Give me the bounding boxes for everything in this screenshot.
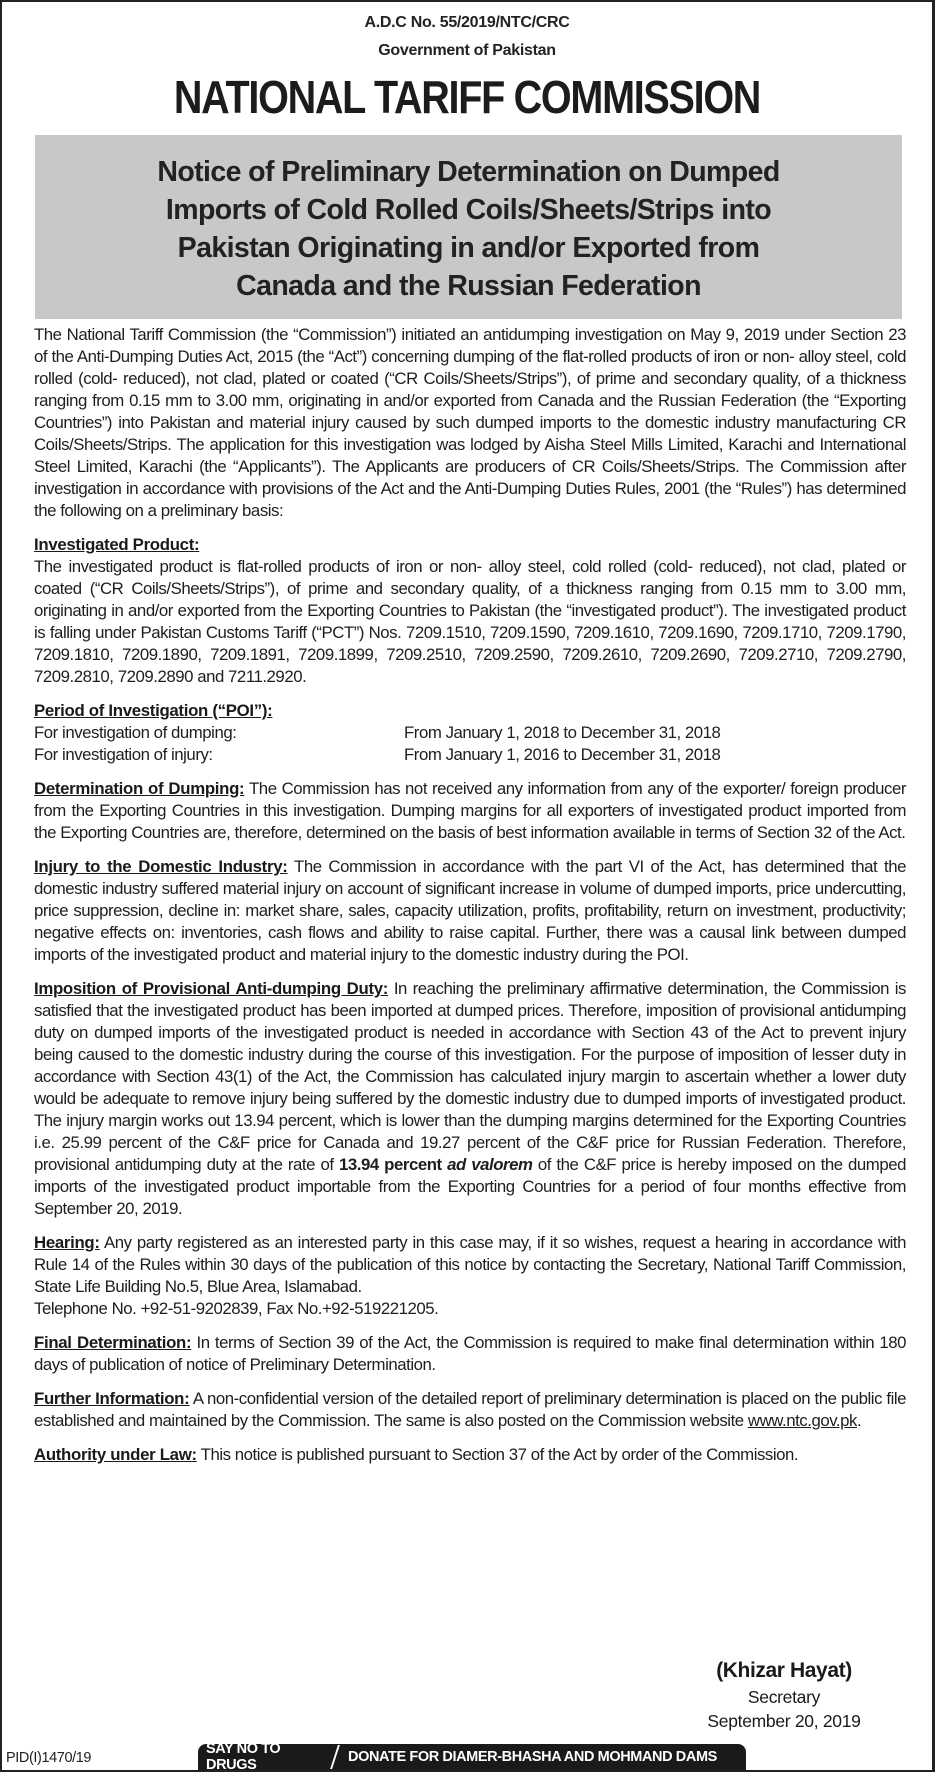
public-message-banner xyxy=(198,1741,746,1772)
section-further-information xyxy=(34,1388,906,1432)
duty-rate: 13.94 percent xyxy=(339,1155,448,1174)
signatory-name: (Khizar Hayat) xyxy=(716,1659,852,1682)
section-paragraph xyxy=(34,1444,906,1466)
notice-title-line: Canada and the Russian Federation xyxy=(236,270,701,302)
section-heading: Determination of Dumping: xyxy=(34,779,245,798)
intro-paragraph: The National Tariff Commission (the “Commission”) initiated an antidumping investigation on May 9, 2019 under Section 23 of the Anti-Dumping Duties Act, 2015 (the “Act”) concerning dumping of the flat-rolled products of iron or non- alloy steel, cold rolled (cold- reduced), not clad, plated or coated (“CR Coils/Sheets/Strips”), of prime and secondary quality, of a thickness ranging from 0.15 mm to 3.00 mm, originating in and/or exported from Canada and the Russian Federation (the “Exporting Countries”) into Pakistan and material injury caused by such dumped imports to the domestic industry manufacturing CR Coils/Sheets/Strips. The application for this investigation was lodged by Aisha Steel Mills Limited, Karachi and International Steel Limited, Karachi (the “Applicants”). The Applicants are producers of CR Coils/Sheets/Strips. The Commission after investigation in accordance with provisions of the Act and the Anti-Dumping Duties Rules, 2001 (the “Rules”) has determined the following on a preliminary basis: xyxy=(34,325,906,520)
section-investigated-product xyxy=(34,534,906,688)
section-provisional-duty xyxy=(34,978,906,1220)
reference-number: A.D.C No. 55/2019/NTC/CRC xyxy=(364,14,570,31)
government-label: Government of Pakistan xyxy=(378,42,556,59)
banner-message: SAY NO TO DRUGS xyxy=(206,1741,281,1772)
section-heading: Hearing: xyxy=(34,1233,100,1252)
ad-valorem-label: ad valorem xyxy=(447,1155,533,1174)
poi-row-injury xyxy=(34,744,906,766)
section-text: The Commission has not received any information from any of the exporter/ foreign producer from the Exporting Countries in this investigation. Dumping margins for all exporters of investigated product imported from the Exporting Countries are, therefore, determined on the basis of best information available in terms of Section 32 of the Act. xyxy=(34,779,906,842)
section-injury xyxy=(34,856,906,966)
section-authority xyxy=(34,1444,906,1466)
signatory-role: Secretary xyxy=(747,1687,821,1707)
pid-number: PID(I)1470/19 xyxy=(6,1750,92,1766)
poi-row-dumping xyxy=(34,722,906,744)
notice-body xyxy=(34,324,906,1466)
section-paragraph xyxy=(34,978,906,1220)
section-determination-of-dumping xyxy=(34,778,906,844)
organization-title: NATIONAL TARIFF COMMISSION xyxy=(173,71,761,123)
section-text: The Commission in accordance with the part VI of the Act, has determined that the domestic industry suffered material injury on account of significant increase in volume of dumped imports, price undercutting, price suppression, decline in: market share, sales, capacity utilization, profits, profitability, return on investment, productivity; negative effects on: inventories, cash flows and ability to raise capital. Further, there was a causal link between dumped imports of the investigated product and material injury to the domestic industry during the POI. xyxy=(34,857,906,964)
section-heading: Further Information: xyxy=(34,1389,190,1408)
notice-title-line: Imports of Cold Rolled Coils/Sheets/Strips into xyxy=(165,194,772,226)
section-paragraph xyxy=(34,778,906,844)
section-paragraph xyxy=(34,1232,906,1298)
section-text: In terms of Section 39 of the Act, the Commission is required to make final determination within 180 days of publication of notice of Preliminary Determination. xyxy=(34,1333,907,1374)
poi-value: From January 1, 2018 to December 31, 2018 xyxy=(404,723,721,742)
section-hearing xyxy=(34,1232,906,1320)
section-heading: Final Determination: xyxy=(34,1333,192,1352)
banner-message: DONATE FOR DIAMER-BHASHA AND MOHMAND DAMS xyxy=(348,1749,717,1765)
signature-date: September 20, 2019 xyxy=(707,1711,861,1731)
section-text: Any party registered as an interested party in this case may, if it so wishes, request a hearing in accordance with Rule 14 of the Rules within 30 days of the publication of this notice by contacting the Secretary, National Tariff Commission, State Life Building No.5, Blue Area, Islamabad. xyxy=(34,1233,906,1296)
section-final-determination xyxy=(34,1332,906,1376)
signature-block xyxy=(674,1657,894,1733)
poi-value: From January 1, 2016 to December 31, 2018 xyxy=(404,745,721,764)
notice-title-line: Notice of Preliminary Determination on Dumped xyxy=(157,156,780,188)
section-heading: Period of Investigation (“POI”): xyxy=(34,701,273,720)
section-text: A non-confidential version of the detailed report of preliminary determination is placed on the public file established and maintained by the Commission. The same is also posted on the Commission website xyxy=(34,1389,907,1430)
contact-details: Telephone No. +92-51-9202839, Fax No.+92-519221205. xyxy=(34,1299,439,1318)
poi-label: For investigation of injury: xyxy=(34,745,213,764)
section-text: The investigated product is flat-rolled products of iron or non- alloy steel, cold rolled (cold- reduced), not clad, plated or coated (“CR Coils/Sheets/Strips”), of prime and secondary quality, of a thickness ranging from 0.15 mm to 3.00 mm, originating in and/or exported from the Exporting Countries to Pakistan (the “investigated product”). The investigated product is falling under Pakistan Customs Tariff (“PCT”) Nos. 7209.1510, 7209.1590, 7209.1610, 7209.1690, 7209.1710, 7209.1790, 7209.1810, 7209.1890, 7209.1891, 7209.1899, 7209.2510, 7209.2590, 7209.2610, 7209.2690, 7209.2710, 7209.2790, 7209.2810, 7209.2890 and 7211.2920. xyxy=(34,557,906,686)
section-text: of the C&F price is hereby imposed on the dumped imports of the investigated product importable from the Exporting Countries for a period of four months effective from September 20, 2019. xyxy=(34,1155,906,1218)
section-heading: Injury to the Domestic Industry: xyxy=(34,857,288,876)
section-period-of-investigation xyxy=(34,700,906,766)
section-paragraph xyxy=(34,1332,906,1376)
section-paragraph xyxy=(34,856,906,966)
section-paragraph xyxy=(34,1388,906,1432)
poi-label: For investigation of dumping: xyxy=(34,723,237,742)
section-heading: Imposition of Provisional Anti-dumping Duty: xyxy=(34,979,389,998)
banner-separator xyxy=(330,1745,340,1769)
website-link[interactable]: www.ntc.gov.pk xyxy=(747,1411,857,1430)
notice-title-box xyxy=(35,135,902,319)
section-text: In reaching the preliminary affirmative determination, the Commission is satisfied that the investigated product has been imported at dumped prices. Therefore, imposition of provisional antidumping duty on dumped imports of the investigated product is needed in accordance with Section 43 of the Act to prevent injury being caused to the domestic industry during the course of this investigation. For the purpose of imposition of lesser duty in accordance with Section 43(1) of the Act, the Commission has calculated injury margin to ascertain whether a lower duty would be adequate to remove injury being suffered by the domestic industry due to dumped imports of investigated product. The injury margin works out 13.94 percent, which is lower than the dumping margins determined for the Exporting Countries i.e. 25.99 percent of the C&F price for Canada and 19.27 percent of the C&F price for Russian Federation. Therefore, provisional antidumping duty at the rate of xyxy=(34,979,906,1174)
section-heading: Investigated Product: xyxy=(34,535,200,554)
notice-title-line: Pakistan Originating in and/or Exported from xyxy=(177,232,760,264)
section-text-end: . xyxy=(856,1411,862,1430)
section-heading: Authority under Law: xyxy=(34,1445,197,1464)
section-text: This notice is published pursuant to Section 37 of the Act by order of the Commission. xyxy=(196,1445,799,1464)
